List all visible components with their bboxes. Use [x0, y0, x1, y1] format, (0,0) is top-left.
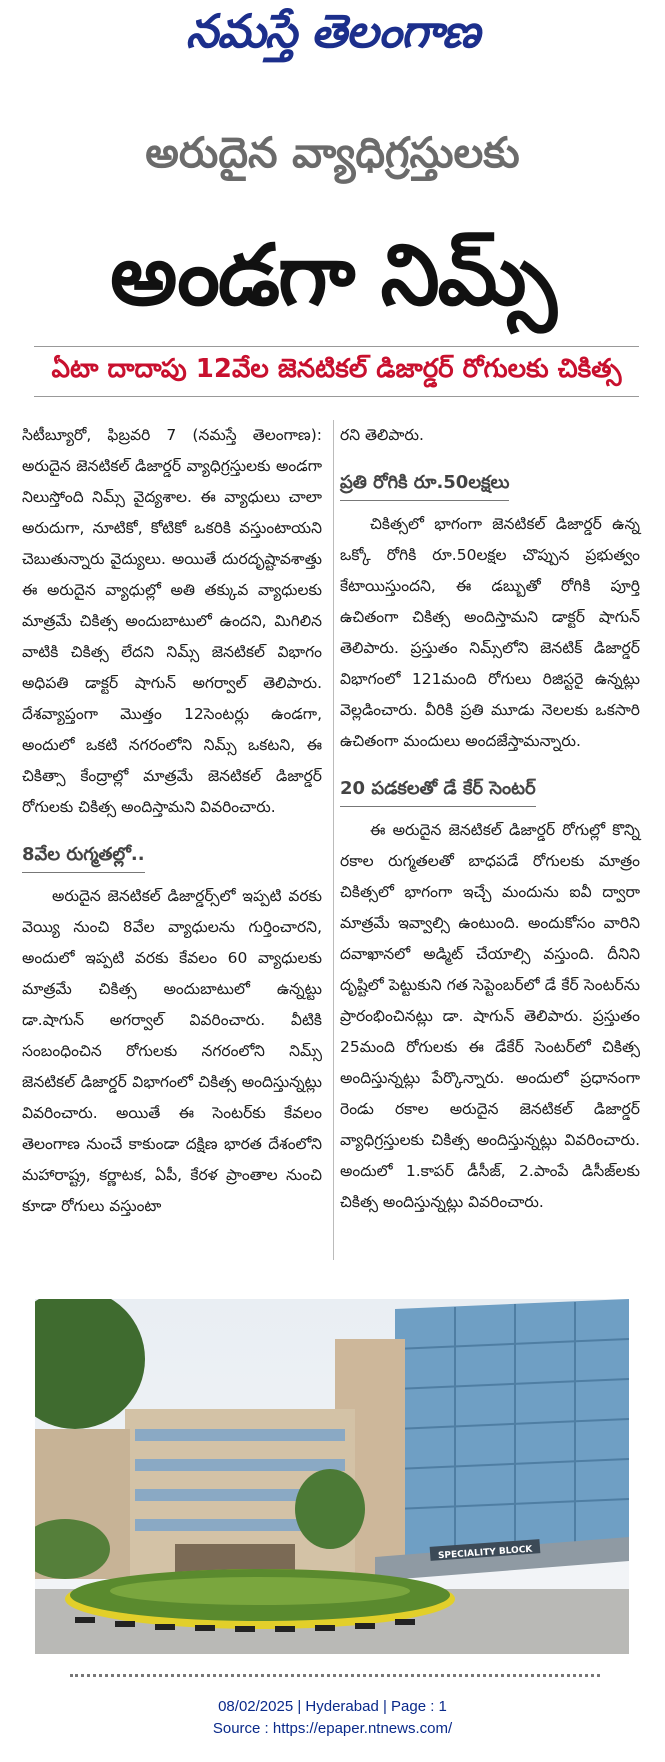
building-illustration — [35, 1299, 629, 1654]
article-paragraph: రని తెలిపారు. — [340, 426, 424, 444]
footer-source-line: Source : https://epaper.ntnews.com/ — [212, 1720, 453, 1737]
article-paragraph: అరుదైన జెనటికల్ డిజార్డర్స్‌లో ఇప్పటి వరకు వెయ్యి నుంచి 8వేల వ్యాధులను గుర్తించారని, అందులో ఇప్పటి వరకు కేవలం 60 వ్యాధులకు మాత్రమే చికిత్స అందుబాటులో ఉన్నట్టు డా.షాగున్ అగర్వాల్ వివరించారు. వీటికి సంబంధించిన రోగులకు నగరంలోని నిమ్స్ జెనటికల్ డిజార్డర్ విభాగంలో చికిత్స అందిస్తున్నట్లు వివరించారు. అయితే ఈ సెంటర్‌కు కేవలం తెలంగాణ నుంచే కాకుండా దక్షిణ భారత దేశంలోని మహారాష్ట్ర, కర్ణాటక, ఏపీ, కేరళ ప్రాంతాల నుంచి కూడా రోగులు వస్తుంటా — [22, 887, 322, 1215]
article-right-column — [340, 420, 640, 1228]
article-subhead: 20 పడకలతో డే కేర్ సెంటర్ — [340, 773, 536, 807]
deck-top-rule — [34, 346, 639, 347]
column-divider — [333, 420, 334, 1260]
article-left-column — [22, 420, 322, 1232]
deck-bottom-rule — [34, 396, 639, 397]
article-kicker: అరుదైన వ్యాధిగ్రస్తులకు — [145, 128, 520, 177]
article-subhead: ప్రతి రోగికి రూ.50లక్షలు — [340, 467, 509, 501]
article-paragraph: సిటీబ్యూరో, ఫిబ్రవరి 7 (నమస్తే తెలంగాణ): అరుదైన జెనటికల్ డిజార్డర్ వ్యాధిగ్రస్తులకు అండగా నిలుస్తోంది నిమ్స్ వైద్యశాల. ఈ వ్యాధులు చాలా అరుదుగా, నూటికో, కోటికో ఒకరికి వస్తుంటాయని చెబుతున్నారు వైద్యులు. అయితే దురదృష్టావశాత్తు ఈ అరుదైన వ్యాధుల్లో అతి తక్కువ వ్యాధులకు మాత్రమే చికిత్స అందుబాటులో ఉందని, మిగిలిన వాటికి చికిత్స లేదని నిమ్స్ జెనటికల్ విభాగం అధిపతి డాక్టర్ షాగున్ అగర్వాల్ తెలిపారు. దేశవ్యాప్తంగా మొత్తం 12సెంటర్లు ఉండగా, అందులో ఒకటి నగరంలోని నిమ్స్ ఒకటని, ఈ చికిత్సా కేంద్రాల్లో మాత్రమే జెనటికల్ డిజార్డర్ రోగులకు చికిత్స అందిస్తామని వివరించారు. — [22, 426, 322, 816]
article-paragraph: చికిత్సలో భాగంగా జెనటికల్ డిజార్డర్ ఉన్న ఒక్కో రోగికి రూ.50లక్షల చొప్పున ప్రభుత్వం కేటాయిస్తుందని, ఈ డబ్బుతో రోగికి పూర్తి ఉచితంగా చికిత్స అందిస్తామని డాక్టర్ షాగున్ తెలిపారు. ప్రస్తుతం నిమ్స్‌లోని జెనటిక్ డిజార్డర్ విభాగంలో 121మంది రోగులు రిజిస్టరై ఉన్నట్లు వెల్లడించారు. వీరికి ప్రతి మూడు నెలలకు ఒకసారి ఉచితంగా మందులు అందజేస్తామన్నారు. — [340, 515, 640, 750]
footer-edition-line: 08/02/2025 | Hyderabad | Page : 1 — [218, 1698, 447, 1715]
article-paragraph: ఈ అరుదైన జెనటికల్ డిజార్డర్ రోగుల్లో కొన్ని రకాల రుగ్మతలతో బాధపడే రోగులకు మాత్రం చికిత్సలో భాగంగా ఇచ్చే మందును ఐవీ ద్వారా మాత్రమే ఇవ్వాల్సి ఉంటుంది. అందుకోసం వారిని దవాఖానలో అడ్మిట్ చేయాల్సి వస్తుంది. దీనిని దృష్టిలో పెట్టుకుని గత సెప్టెంబర్‌లో డే కేర్ సెంటర్‌ను ప్రారంభించినట్లు డా. షాగున్ తెలిపారు. ప్రస్తుతం 25మంది రోగులకు ఈ డేకేర్ సెంటర్‌లో చికిత్స అందిస్తున్నట్లు పేర్కొన్నారు. అందులో ప్రధానంగా రెండు రకాల అరుదైన జెనటికల్ డిజార్డర్ వ్యాధిగ్రస్తులకు చికిత్స అందిస్తున్నట్లు వివరించారు. అందులో 1.కాపర్ డీసీజ్, 2.పాంపే డిసీజ్‌లకు చికిత్స అందిస్తున్నట్లు వివరించారు. — [340, 821, 640, 1211]
article-subhead: 8వేల రుగ్మతల్లో.. — [22, 839, 145, 873]
nims-building-photo — [35, 1299, 629, 1654]
masthead-logo: నమస్తే తెలంగాణ — [185, 4, 480, 58]
article-headline: అండగా నిమ్స్ — [110, 226, 555, 324]
footer-dotted-rule — [70, 1674, 600, 1677]
building-sign: SPECIALITY BLOCK — [437, 1544, 533, 1562]
article-deck: ఏటా దాదాపు 12వేల జెనటికల్ డిజార్డర్ రోగులకు చికిత్స — [51, 354, 622, 384]
